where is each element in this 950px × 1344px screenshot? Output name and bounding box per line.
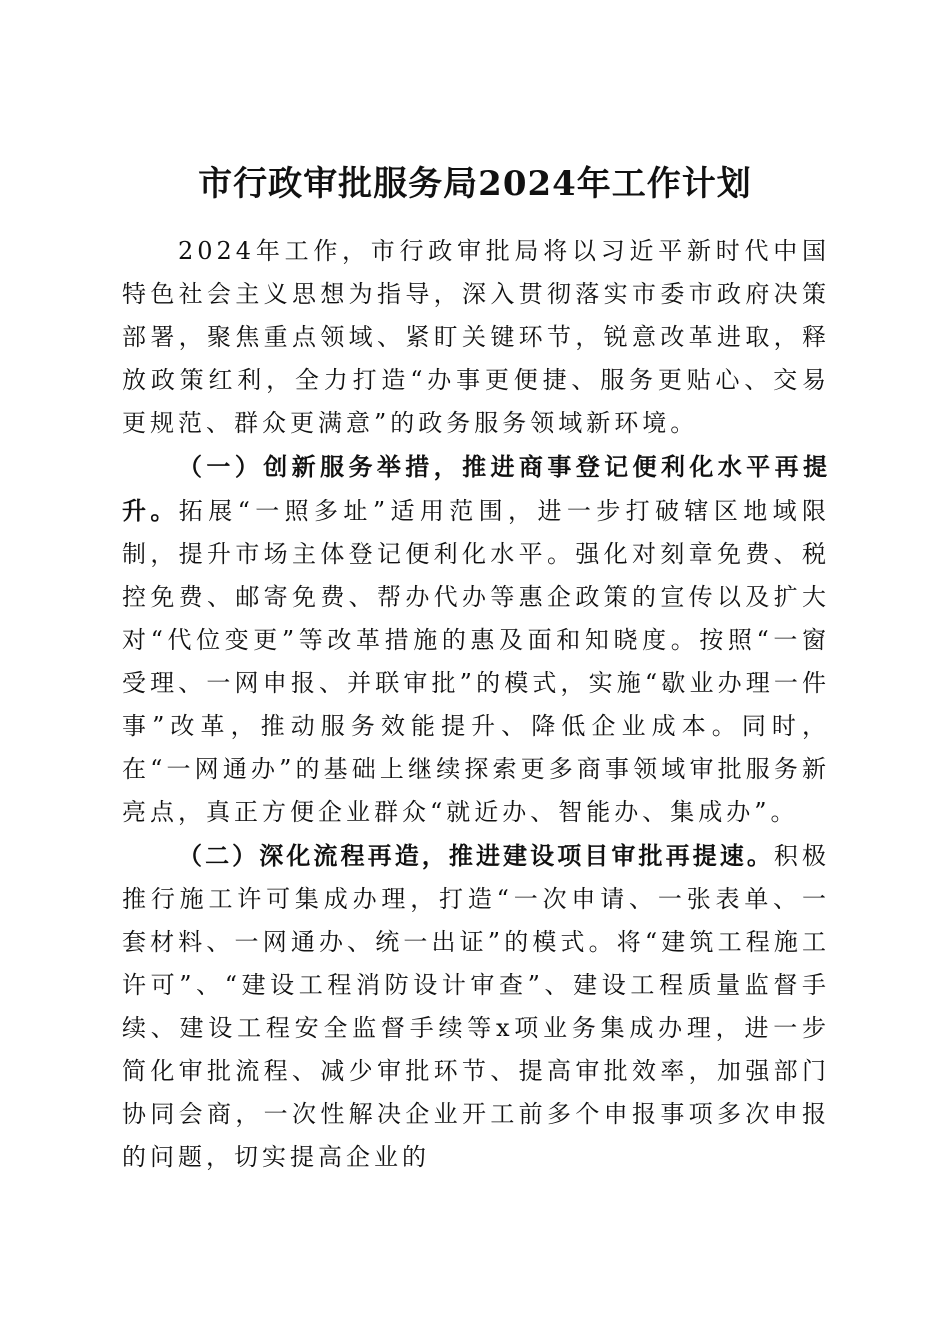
section-2-heading: （二）深化流程再造，推进建设项目审批再提速。 — [178, 841, 774, 870]
document-title: 市行政审批服务局2024年工作计划 — [198, 163, 752, 204]
paragraph-section-2 — [122, 834, 830, 1179]
document-body — [122, 230, 830, 1179]
section-1-text: 拓展“一照多址”适用范围，进一步打破辖区地域限制，提升市场主体登记便利化水平。强化对刻章免费、税控免费、邮寄免费、帮办代办等惠企政策的宣传以及扩大对“代位变更”等改革措施的惠及面和知晓度。按照“一窗受理、一网申报、并联审批”的模式，实施“歇业办理一件事”改革，推动服务效能提升、降低企业成本。同时，在“一网通办”的基础上继续探索更多商事领域审批服务新亮点，真正方便企业群众“就近办、智能办、集成办”。 — [122, 497, 830, 826]
section-2-text: 积极推行施工许可集成办理，打造“一次申请、一张表单、一套材料、一网通办、统一出证”的模式。将“建筑工程施工许可”、“建设工程消防设计审查”、建设工程质量监督手续、建设工程安全监督手续等x项业务集成办理，进一步简化审批流程、减少审批环节、提高审批效率，加强部门协同会商，一次性解决企业开工前多个申报事项多次申报的问题，切实提高企业的 — [122, 842, 831, 1171]
paragraph-intro-text: 2024年工作，市行政审批局将以习近平新时代中国特色社会主义思想为指导，深入贯彻落实市委市政府决策部署，聚焦重点领域、紧盯关键环节，锐意改革进取，释放政策红利，全力打造“办事更便捷、服务更贴心、交易更规范、群众更满意”的政务服务领域新环境。 — [122, 237, 830, 437]
section-1-heading: （一）创新服务举措，推进商事登记便利化水平再提升。 — [122, 452, 830, 525]
paragraph-intro — [122, 230, 830, 445]
paragraph-section-1 — [122, 445, 830, 834]
